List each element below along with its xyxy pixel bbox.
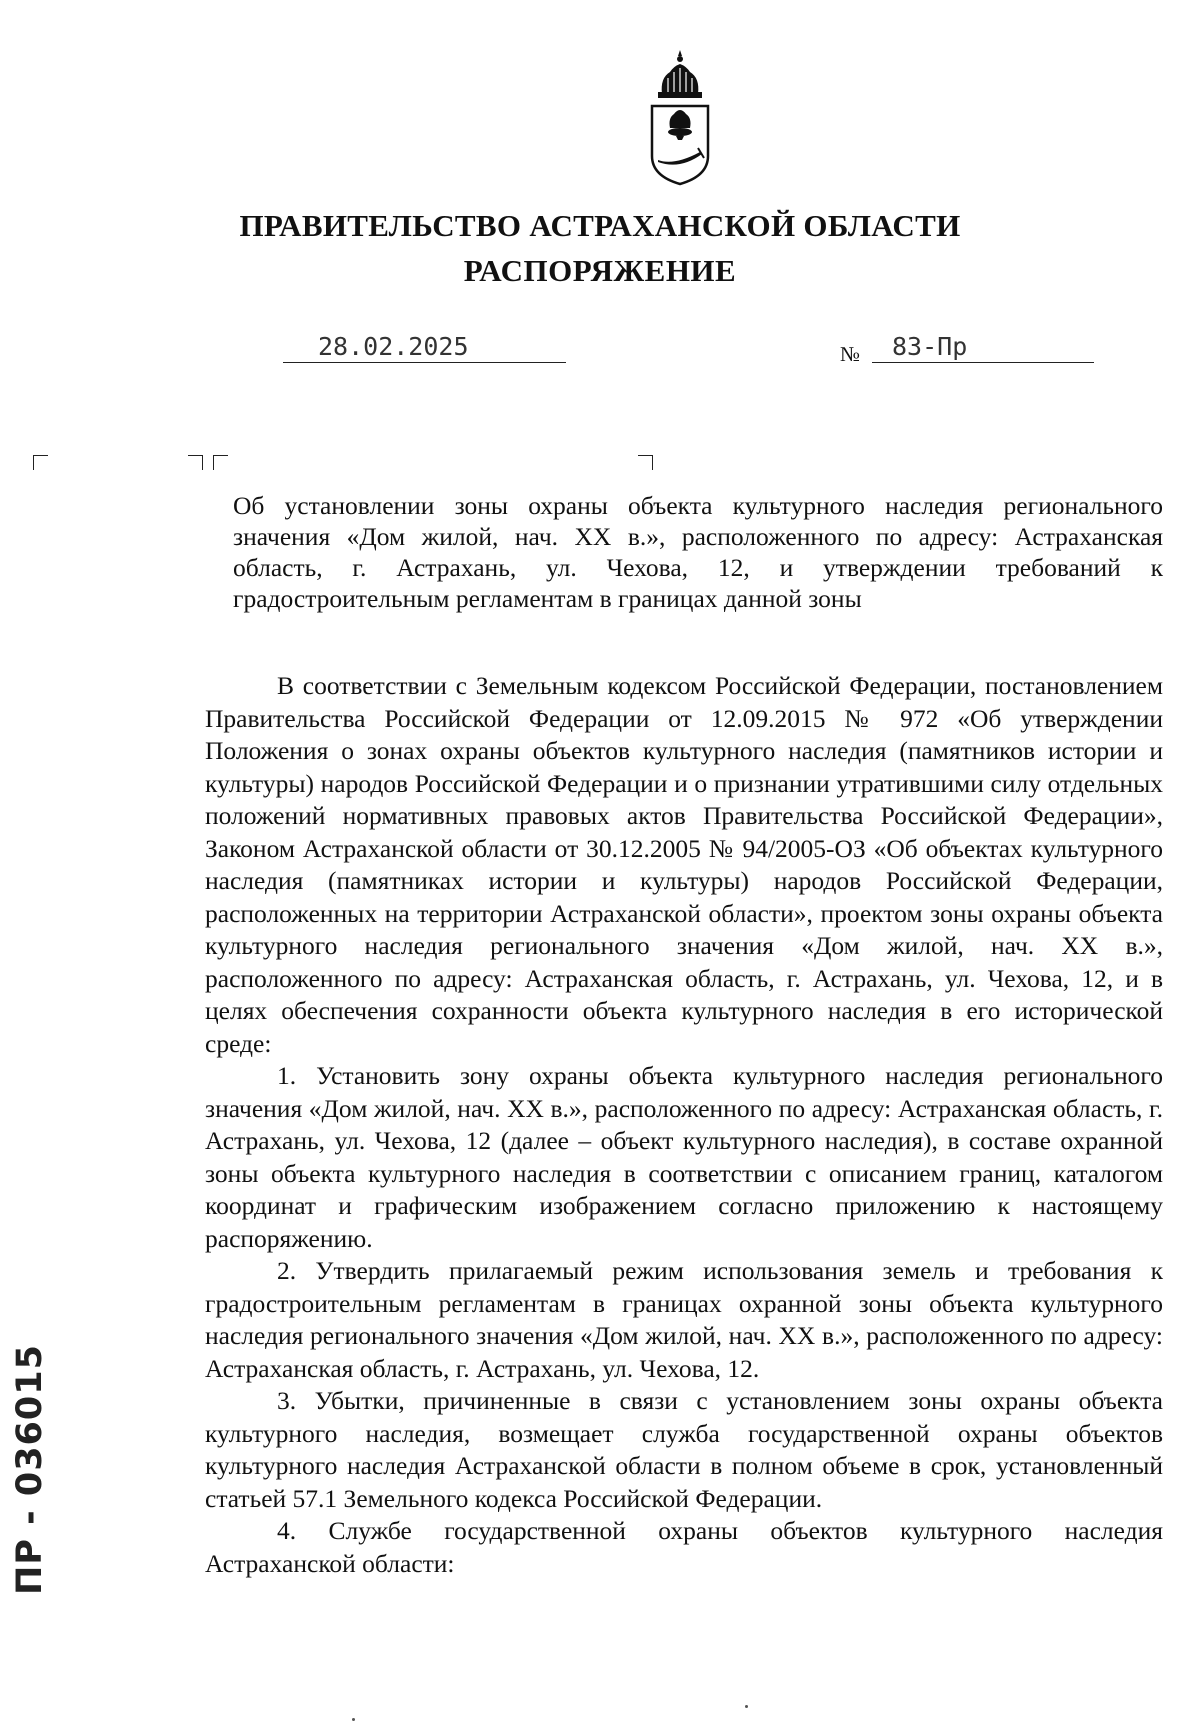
corner-mark [638,455,653,470]
document-subject: Об установлении зоны охраны объекта культурного наследия регионального значения «Дом жилой, нач. XX в.», расположенного по адресу: Астраханская область, г. Астрахань, ул. Чехова, 12, и утверждении требований к градостроительным регламентам в границах данной зоны [233,491,1163,613]
item-paragraph-1: 1. Установить зону охраны объекта культурного наследия регионального значения «Дом жилой, нач. XX в.», расположенного по адресу: Астраханская область, г. Астрахань, ул. Чехова, 12 (далее – объект культурного наследия), в составе охранной зоны объекта культурного наследия в соответствии с описанием границ, каталогом координат и графическим изображением согласно приложению к настоящему распоряжению. [205,1061,1163,1253]
item-paragraph-2: 2. Утвердить прилагаемый режим использования земель и требования к градостроительным регламентам в границах охранной зоны объекта культурного наследия регионального значения «Дом жилой, нач. XX в.», расположенного по адресу: Астраханская область, г. Астрахань, ул. Чехова, 12. [205,1256,1163,1383]
document-date-field [283,332,566,363]
document-date: 28.02.2025 [318,332,469,361]
corner-mark [33,455,48,470]
scan-speck [352,1718,355,1721]
document-type-title: РАСПОРЯЖЕНИЕ [463,253,737,288]
corner-mark [188,455,203,470]
item-paragraph-4: 4. Службе государственной охраны объектов культурного наследия Астраханской области: [205,1516,1163,1578]
coat-of-arms-icon [640,48,720,188]
scan-speck [745,1705,748,1708]
organization-title: ПРАВИТЕЛЬСТВО АСТРАХАНСКОЙ ОБЛАСТИ [239,208,961,243]
preamble-paragraph: В соответствии с Земельным кодексом Российской Федерации, постановлением Правительства Российской Федерации от 12.09.2015 № 972 «Об утверждении Положения о зонах охраны объектов культурного наследия (памятников истории и культуры) народов Российской Федерации и о признании утратившими силу отдельных положений нормативных правовых актов Правительства Российской Федерации», Законом Астраханской области от 30.12.2005 № 94/2005-ОЗ «Об объектах культурного наследия (памятниках истории и культуры) народов Российской Федерации, расположенных на территории Астраханской области», проектом зоны охраны объекта культурного наследия регионального значения «Дом жилой, нач. XX в.», расположенного по адресу: Астраханская область, г. Астрахань, ул. Чехова, 12, и в целях обеспечения сохранности объекта культурного наследия в его исторической среде: [205,671,1163,1058]
corner-mark [213,455,228,470]
document-number: 83-Пр [892,332,968,361]
document-number-field [872,332,1094,363]
item-paragraph-3: 3. Убытки, причиненные в связи с установлением зоны охраны объекта культурного наследия, возмещает служба государственной охраны объектов культурного наследия Астраханской области в полном объеме в срок, установленный статьей 57.1 Земельного кодекса Российской Федерации. [205,1386,1163,1513]
number-label: № [840,342,861,366]
document-body [205,670,1163,1580]
side-stamp-number: ПР - 036015 [10,1344,50,1595]
